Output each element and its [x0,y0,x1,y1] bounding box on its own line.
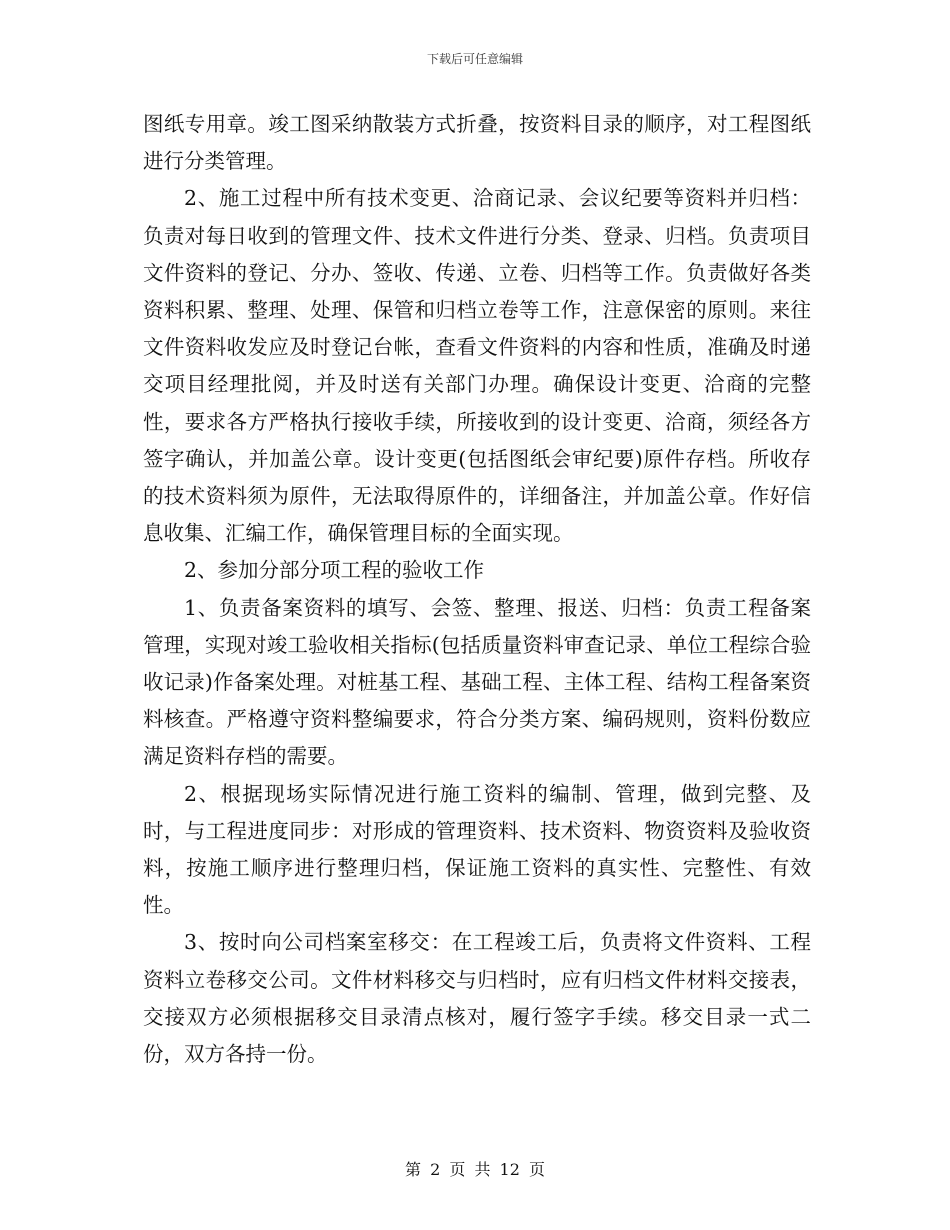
document-body [143,106,811,1073]
page-header: 下载后可任意编辑 [426,52,523,66]
paragraph: 1、负责备案资料的填写、会签、整理、报送、归档：负责工程备案管理，实现对竣工验收相关指标(包括质量资料审查记录、单位工程综合验收记录)作备案处理。对桩基工程、基础工程、主体工程、结构工程备案资料核查。严格遵守资料整编要求，符合分类方案、编码规则，资料份数应满足资料存档的需要。 [143,595,811,769]
paragraph: 3、按时向公司档案室移交：在工程竣工后，负责将文件资料、工程资料立卷移交公司。文件材料移交与归档时，应有归档文件材料交接表，交接双方必须根据移交目录清点核对，履行签字手续。移交目录一式二份，双方各持一份。 [143,930,811,1067]
paragraph: 2、施工过程中所有技术变更、洽商记录、会议纪要等资料并归档：负责对每日收到的管理文件、技术文件进行分类、登录、归档。负责项目文件资料的登记、分办、签收、传递、立卷、归档等工作。负责做好各类资料积累、整理、处理、保管和归档立卷等工作，注意保密的原则。来往文件资料收发应及时登记台帐，查看文件资料的内容和性质，准确及时递交项目经理批阅，并及时送有关部门办理。确保设计变更、洽商的完整性，要求各方严格执行接收手续，所接收到的设计变更、洽商，须经各方签字确认，并加盖公章。设计变更(包括图纸会审纪要)原件存档。所收存的技术资料须为原件，无法取得原件的，详细备注，并加盖公章。作好信息收集、汇编工作，确保管理目标的全面实现。 [143,186,811,546]
page-number-footer: 第 2 页 共 12 页 [405,1160,545,1179]
paragraph: 2、参加分部分项工程的验收工作 [184,558,485,583]
paragraph: 图纸专用章。竣工图采纳散装方式折叠，按资料目录的顺序，对工程图纸进行分类管理。 [143,112,811,174]
paragraph: 2、根据现场实际情况进行施工资料的编制、管理，做到完整、及时，与工程进度同步：对形成的管理资料、技术资料、物资资料及验收资料，按施工顺序进行整理归档，保证施工资料的真实性、完整性、有效性。 [143,781,811,918]
